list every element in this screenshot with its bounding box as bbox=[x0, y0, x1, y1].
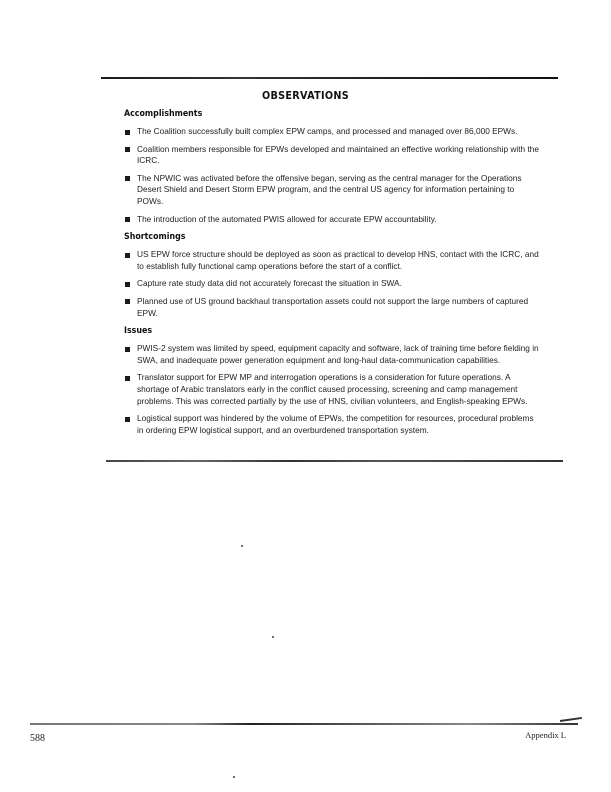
square-bullet-icon bbox=[125, 299, 130, 304]
square-bullet-icon bbox=[125, 376, 130, 381]
top-rule bbox=[101, 77, 558, 79]
list-item bbox=[124, 372, 540, 407]
section-heading: Shortcomings bbox=[124, 232, 186, 243]
list-item-text: The Coalition successfully built complex EPW camps, and processed and managed over 86,000 EPWs. bbox=[137, 126, 518, 136]
list-item-text: The NPWIC was activated before the offensive began, serving as the central manager for the Operations Desert Shield and Desert Storm EPW program, and the central US agency for information pertaining to POWs. bbox=[137, 172, 522, 206]
list-item-text: Planned use of US ground backhaul transportation assets could not support the large numbers of captured EPW. bbox=[137, 295, 529, 318]
list-item bbox=[124, 173, 540, 208]
list-item-text: Translator support for EPW MP and interrogation operations is a consideration for future operations. A shortage of Arabic translators early in the conflict caused processing, screening and camp management problems. This was corrected partially by the use of HNS, civilian volunteers, and English-speaking EPWs. bbox=[137, 372, 528, 406]
list-item bbox=[124, 278, 540, 290]
list-item bbox=[124, 144, 540, 167]
square-bullet-icon bbox=[125, 130, 130, 135]
list-item-text: US EPW force structure should be deployed as soon as practical to develop HNS, contact with the ICRC, and to establish fully functional camp operations before the start of a conflict. bbox=[137, 249, 539, 271]
list-item bbox=[124, 214, 540, 226]
section-accomplishments bbox=[124, 108, 540, 225]
square-bullet-icon bbox=[125, 282, 130, 287]
list-item bbox=[124, 249, 540, 272]
list-item bbox=[124, 126, 540, 138]
section-heading: Issues bbox=[124, 326, 153, 337]
bullet-list bbox=[124, 343, 540, 436]
square-bullet-icon bbox=[125, 253, 130, 258]
list-item-text: Coalition members responsible for EPWs developed and maintained an effective working relationship with the ICRC. bbox=[137, 143, 540, 166]
bottom-rule bbox=[106, 460, 563, 462]
list-item-text: Capture rate study data did not accurately forecast the situation in SWA. bbox=[137, 278, 402, 289]
scan-speck bbox=[233, 776, 235, 778]
page-number: 588 bbox=[30, 733, 45, 744]
list-item bbox=[124, 413, 540, 436]
footer-rule-tail bbox=[560, 717, 582, 722]
list-item bbox=[124, 296, 540, 319]
list-item-text: PWIS-2 system was limited by speed, equipment capacity and software, lack of training time before fielding in SWA, and inadequate power generation equipment and long-haul data-communication capabilities. bbox=[137, 343, 539, 365]
list-item-text: Logistical support was hindered by the volume of EPWs, the competition for resources, procedural problems in ordering EPW logistical support, and an overburdened transportation system. bbox=[137, 413, 534, 435]
appendix-label: Appendix L bbox=[525, 730, 566, 740]
square-bullet-icon bbox=[125, 417, 130, 422]
scan-speck bbox=[272, 636, 274, 638]
section-shortcomings bbox=[124, 231, 540, 319]
bullet-list bbox=[124, 126, 540, 225]
bullet-list bbox=[124, 249, 540, 319]
square-bullet-icon bbox=[125, 147, 130, 152]
section-heading: Accomplishments bbox=[124, 109, 203, 119]
page-title: OBSERVATIONS bbox=[262, 90, 349, 102]
scan-speck bbox=[241, 545, 243, 547]
footer-rule bbox=[30, 723, 578, 725]
observations-content bbox=[124, 108, 540, 442]
square-bullet-icon bbox=[125, 176, 130, 181]
list-item bbox=[124, 343, 540, 366]
list-item-text: The introduction of the automated PWIS allowed for accurate EPW accountability. bbox=[137, 213, 437, 224]
square-bullet-icon bbox=[125, 217, 130, 222]
section-issues bbox=[124, 325, 540, 436]
square-bullet-icon bbox=[125, 347, 130, 352]
